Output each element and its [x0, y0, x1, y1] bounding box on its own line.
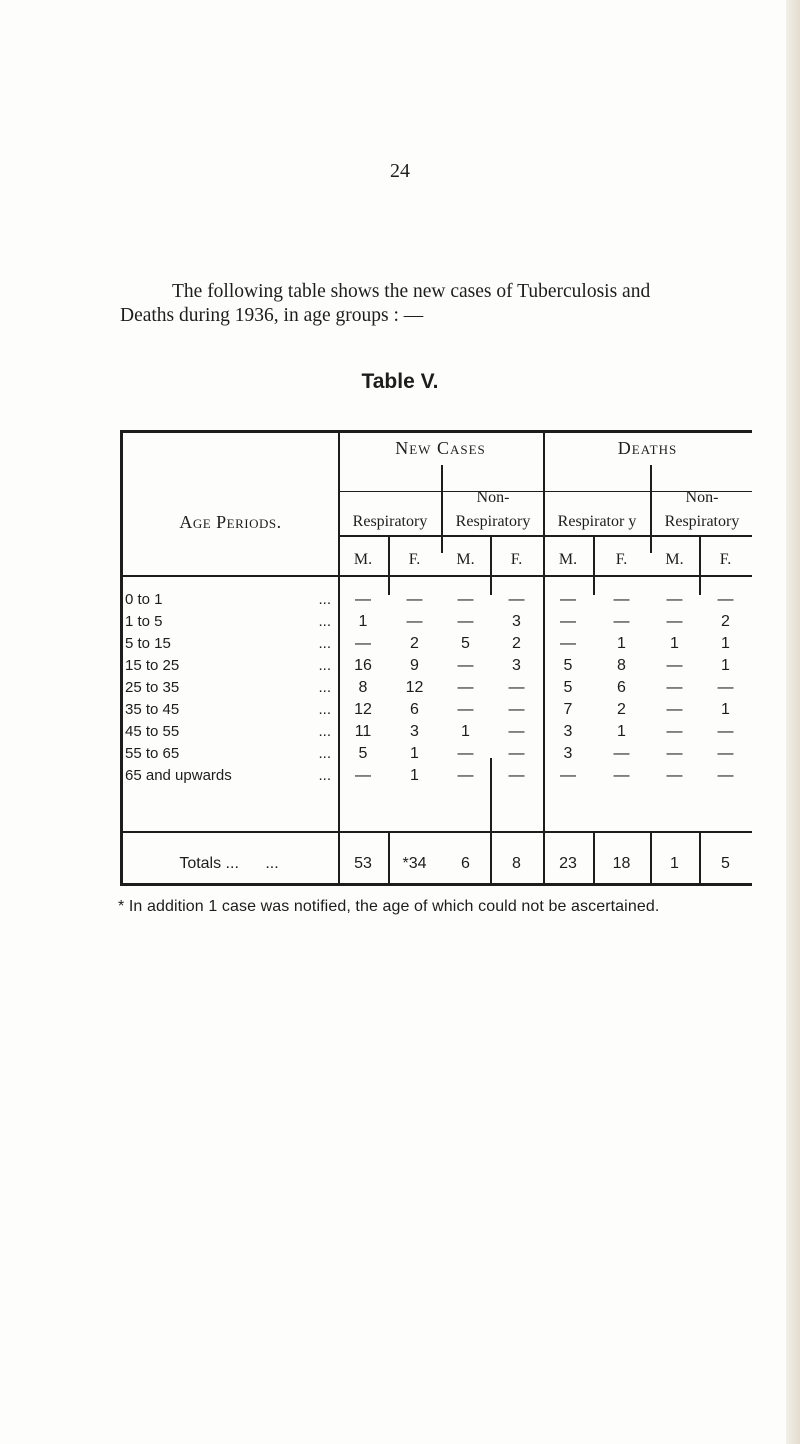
age-label-text: 1 to 5 [125, 613, 163, 630]
table-cell: 3 [410, 723, 419, 740]
table-cell: — [717, 679, 734, 696]
divider [441, 465, 443, 553]
table-cell: — [457, 679, 474, 696]
table-cell: — [457, 745, 474, 762]
table-cell: 5 [563, 657, 573, 674]
table-cell: — [457, 767, 474, 784]
age-label-text: 65 and upwards [125, 767, 232, 784]
leader-dots: ... [318, 613, 331, 630]
table-cell: 6 [410, 701, 419, 718]
total-cell: 8 [512, 855, 521, 872]
table-cell: 1 [358, 613, 368, 630]
table-cell: — [355, 767, 371, 784]
table-cell: 3 [563, 723, 573, 740]
table-cell: — [508, 767, 525, 784]
table-cell: 1 [461, 723, 470, 740]
table-title: Table V. [361, 370, 439, 393]
deaths-header: Deaths [617, 438, 678, 458]
table-cell: 8 [358, 679, 368, 696]
age-label-text: 25 to 35 [125, 679, 180, 696]
table-cell: — [406, 591, 423, 608]
sex-header: F. [408, 551, 421, 568]
table-cell: 1 [721, 635, 730, 652]
leader-dots: ... [318, 723, 331, 740]
age-label [125, 591, 337, 609]
sex-header: M. [558, 551, 578, 568]
table-cell: — [457, 657, 474, 674]
intro-line-1: The following table shows the new cases of Tuberculosis and [172, 281, 651, 302]
total-cell: 6 [461, 855, 470, 872]
table-cell: 9 [410, 657, 419, 674]
age-label [125, 767, 337, 785]
table-cell: — [560, 591, 576, 608]
table-cell: — [406, 613, 423, 630]
table-cell: — [666, 723, 683, 740]
total-cell: 18 [612, 855, 631, 872]
table-cell: 3 [512, 613, 521, 630]
table-cell: 5 [358, 745, 368, 762]
table-cell: — [560, 767, 576, 784]
new-cases-header: New Cases [395, 438, 486, 458]
table-cell: 16 [354, 657, 372, 674]
table-cell: — [666, 679, 683, 696]
leader-dots: ... [318, 701, 331, 718]
sex-header: M. [665, 551, 684, 568]
page-number: 24 [390, 160, 410, 182]
table-cell: 1 [721, 657, 730, 674]
table-cell: 1 [410, 745, 419, 762]
table-cell: 5 [461, 635, 470, 652]
table-cell: — [355, 635, 371, 652]
sex-header: F. [510, 551, 523, 568]
total-cell: 53 [354, 855, 372, 872]
table-cell: — [508, 723, 525, 740]
deaths-respiratory-header: Respirator y [557, 513, 637, 530]
table-cell: — [666, 745, 683, 762]
table-cell: 5 [563, 679, 573, 696]
table-cell: — [508, 745, 525, 762]
table-cell: — [613, 613, 630, 630]
table-cell: — [666, 613, 683, 630]
table-cell: — [457, 591, 474, 608]
total-cell: *34 [402, 855, 427, 872]
age-label-text: 0 to 1 [125, 591, 163, 608]
age-periods-header: Age Periods. [179, 512, 282, 532]
table-cell: 2 [617, 701, 626, 718]
table-cell: — [666, 767, 683, 784]
table-cell: — [613, 591, 630, 608]
intro-paragraph [120, 280, 760, 328]
age-label-text: 45 to 55 [125, 723, 180, 740]
tuberculosis-table [120, 430, 752, 886]
table-cell: 8 [617, 657, 626, 674]
leader-dots: ... [318, 767, 331, 784]
totals-label [123, 855, 335, 873]
page-edge [786, 0, 800, 1444]
table-cell: — [457, 613, 474, 630]
table-cell: — [508, 701, 525, 718]
table-cell: 1 [721, 701, 730, 718]
total-cell: 5 [721, 855, 730, 872]
table-cell: 6 [617, 679, 626, 696]
table-cell: 2 [410, 635, 419, 652]
table-cell: — [613, 745, 630, 762]
footnote: * In addition 1 case was notified, the age of which could not be ascertained. [118, 898, 660, 915]
table-cell: — [560, 613, 576, 630]
table-cell: 2 [512, 635, 521, 652]
totals-dots: ... [265, 855, 279, 872]
table-cell: — [560, 635, 576, 652]
table-cell: 3 [512, 657, 521, 674]
table-cell: — [717, 745, 734, 762]
table-cell: — [355, 591, 371, 608]
intro-line-2: Deaths during 1936, in age groups : — [120, 305, 424, 326]
table-cell: — [613, 767, 630, 784]
table-cell: 11 [354, 723, 372, 740]
rule [123, 831, 752, 833]
age-label [125, 745, 337, 763]
table-cell: — [717, 591, 734, 608]
age-label-text: 15 to 25 [125, 657, 180, 674]
leader-dots: ... [318, 635, 331, 652]
age-label [125, 613, 337, 631]
deaths-non-respiratory-header-line1: Non- [685, 489, 719, 506]
table-cell: — [508, 591, 525, 608]
table-cell: — [508, 679, 525, 696]
leader-dots: ... [318, 591, 331, 608]
deaths-non-respiratory-header-line2: Respiratory [664, 513, 740, 530]
rule [123, 575, 752, 577]
non-respiratory-header-line1: Non- [476, 489, 510, 506]
age-label [125, 723, 337, 741]
total-cell: 1 [670, 855, 679, 872]
sex-header: M. [456, 551, 475, 568]
table-cell: — [457, 701, 474, 718]
table-cell: 1 [670, 635, 679, 652]
table-cell: — [666, 591, 683, 608]
table-cell: — [717, 767, 734, 784]
table-cell: 1 [617, 635, 626, 652]
table-cell: — [666, 657, 683, 674]
age-label-text: 55 to 65 [125, 745, 180, 762]
table-cell: 12 [354, 701, 372, 718]
table-cell: — [717, 723, 734, 740]
total-cell: 23 [559, 855, 577, 872]
leader-dots: ... [318, 745, 331, 762]
table-cell: 12 [405, 679, 424, 696]
age-label [125, 701, 337, 719]
non-respiratory-header-line2: Respiratory [455, 513, 531, 530]
table-cell: 2 [721, 613, 730, 630]
age-label [125, 679, 337, 697]
rule [338, 535, 752, 537]
age-label-text: 35 to 45 [125, 701, 180, 718]
respiratory-header: Respiratory [352, 513, 428, 530]
age-label [125, 635, 337, 653]
age-label-text: 5 to 15 [125, 635, 171, 652]
divider [650, 465, 652, 553]
table-cell: — [666, 701, 683, 718]
table-cell: 1 [617, 723, 626, 740]
sex-header: F. [719, 551, 732, 568]
leader-dots: ... [318, 657, 331, 674]
totals-label-text: Totals ... [179, 855, 239, 872]
age-label [125, 657, 337, 675]
table-cell: 7 [563, 701, 573, 718]
leader-dots: ... [318, 679, 331, 696]
table-cell: 1 [410, 767, 419, 784]
sex-header: F. [615, 551, 628, 568]
sex-header: M. [353, 551, 373, 568]
table-cell: 3 [563, 745, 573, 762]
